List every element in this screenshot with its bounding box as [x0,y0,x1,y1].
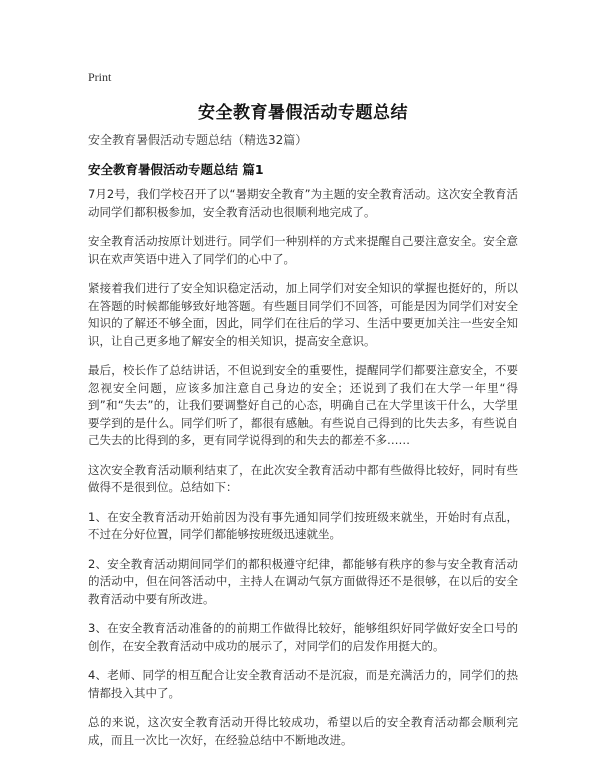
paragraph-plan: 安全教育活动按原计划进行。同学们一种别样的方式来提醒自己要注意安全。安全意识在欢声笑语中进入了同学们的心中了。 [88,234,518,266]
paragraph-point-3: 3、在安全教育活动准备的的前期工作做得比较好，能够组织好同学做好安全口号的创作，在安全教育活动中成功的展示了，对同学们的启发作用挺大的。 [88,621,518,653]
paragraph-conclusion: 总的来说，这次安全教育活动开得比较成功，希望以后的安全教育活动都会顺利完成，而且一次比一次好，在经验总结中不断地改进。 [88,715,518,747]
paragraph-point-4: 4、老师、同学的相互配合让安全教育活动不是沉寂，而是充满活力的，同学们的热情都投入其中了。 [88,668,518,700]
page-title: 安全教育暑假活动专题总结 [198,103,408,123]
print-label[interactable]: Print [88,70,112,84]
paragraph-summary-intro: 这次安全教育活动顺利结束了，在此次安全教育活动中都有些做得比较好，同时有些做得不是很到位。总结如下： [88,462,518,494]
document-subtitle: 安全教育暑假活动专题总结（精选32篇） [88,133,308,147]
paragraph-point-2: 2、安全教育活动期间同学们的都积极遵守纪律，都能够有秩序的参与安全教育活动的活动中，但在问答活动中，主持人在调动气氛方面做得还不是很够，在以后的安全教育活动中要有所改进。 [88,556,518,606]
paragraph-quiz: 紧接着我们进行了安全知识稳定活动，加上同学们对安全知识的掌握也挺好的，所以在答题的时候都能够致好地答题。有些题目同学们不回答，可能是因为同学们对安全知识的了解还不够全面，因此，同学们在往后的学习、生活中要更加关注一些安全知识，让自己更多地了解安全的相关知识，提高安全意识。 [88,281,518,348]
paragraph-speech: 最后，校长作了总结讲话，不但说到安全的重要性，提醒同学们都要注意安全，不要忽视安全问题，应该多加注意自己身边的安全；还说到了我们在大学一年里“得到”和“失去”的，让我们要调整好自己的心态，明确自己在大学里该干什么，大学里要学到的是什么。同学们听了，都很有感触。有些说自己得到的比失去多，有些说自己失去的比得到的多，更有同学说得到的和失去的都差不多…… [88,363,518,447]
paragraph-point-1: 1、在安全教育活动开始前因为没有事先通知同学们按班级来就坐，开始时有点乱，不过在分好位置，同学们都能够按班级迅速就坐。 [88,509,518,541]
document-body [88,186,518,761]
paragraph-intro: 7月2号，我们学校召开了以“暑期安全教育”为主题的安全教育活动。这次安全教育活动同学们都积极参加，安全教育活动也很顺利地完成了。 [88,187,518,219]
section-heading: 安全教育暑假活动专题总结 篇1 [88,162,264,177]
